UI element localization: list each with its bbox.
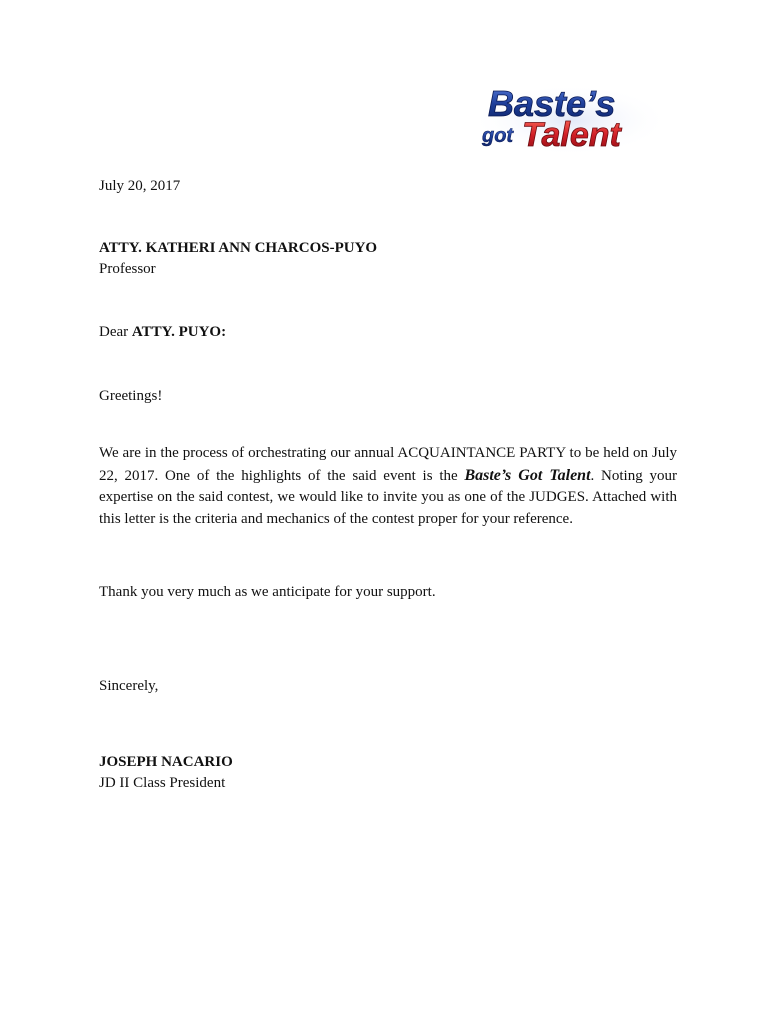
event-name: Baste’s Got Talent: [464, 466, 591, 484]
salutation-prefix: Dear: [99, 324, 132, 340]
thanks-line: Thank you very much as we anticipate for your support.: [99, 584, 436, 600]
logo-got-text: got: [482, 125, 514, 147]
logo-graphic: [470, 78, 670, 158]
salutation-name: ATTY. PUYO:: [131, 324, 227, 340]
recipient-title: Professor: [99, 261, 156, 277]
letter-body: [99, 443, 677, 530]
recipient-name: ATTY. KATHERI ANN CHARCOS-PUYO: [99, 240, 378, 256]
closing: Sincerely,: [99, 678, 159, 694]
logo-bastes-text: Baste’s: [488, 83, 616, 124]
bastes-got-talent-logo: [470, 78, 670, 158]
greeting: Greetings!: [99, 388, 163, 404]
sender-name: JOSEPH NACARIO: [99, 754, 233, 770]
body-part2: . Noting your expertise on the said contest, we would like to invite you as one of the JUDGES. Attached with this letter is the criteria and mechanics of the contest proper for your reference.: [99, 467, 677, 527]
letter-date: July 20, 2017: [99, 178, 181, 194]
salutation: [99, 322, 677, 344]
logo-talent-text: Talent: [522, 116, 621, 154]
sender-title: JD II Class President: [99, 775, 226, 791]
body-part1: We are in the process of orchestrating our annual ACQUAINTANCE PARTY to be held on July 22, 2017. One of the highlights of the said event is the: [99, 445, 677, 484]
